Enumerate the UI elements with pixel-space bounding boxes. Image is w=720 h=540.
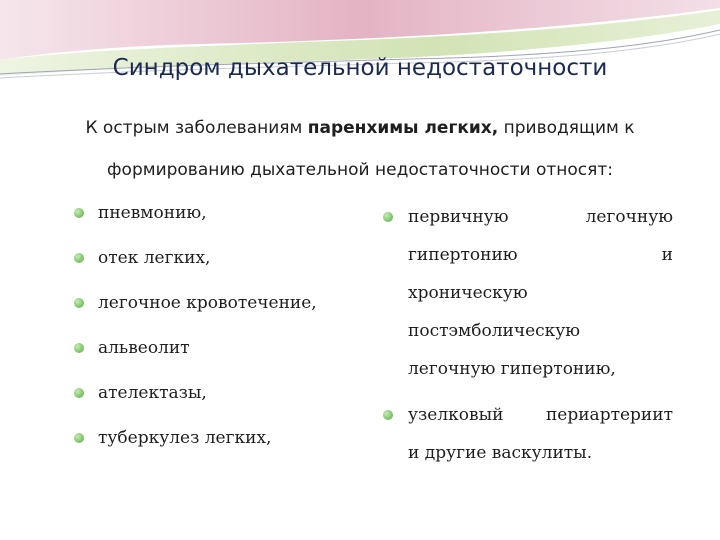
bullet-icon <box>383 410 393 420</box>
list-item-text: легочную <box>585 207 673 227</box>
bullet-icon <box>74 433 84 443</box>
list-item-text: легочное кровотечение, <box>98 293 317 313</box>
bullet-icon <box>74 343 84 353</box>
list-item <box>74 378 374 423</box>
list-item-text: гипертонию <box>408 245 518 265</box>
list-item-text: и другие васкулиты. <box>408 443 593 463</box>
list-item-text: узелковый <box>408 405 504 425</box>
bullet-icon <box>74 253 84 263</box>
list-item-text: легочную гипертонию, <box>408 359 616 379</box>
list-item <box>383 396 673 472</box>
bullet-icon <box>74 388 84 398</box>
list-item-text: периартериит <box>545 405 673 425</box>
list-item <box>74 288 374 333</box>
list-item-text: альвеолит <box>98 338 190 358</box>
bullet-icon <box>383 212 393 222</box>
list-item <box>74 243 374 288</box>
right-disease-list <box>383 198 673 472</box>
slide-title: Синдром дыхательной недостаточности <box>112 55 608 81</box>
list-item-text: хроническую <box>408 283 528 303</box>
list-item-text: и <box>661 245 673 265</box>
list-item-line <box>408 198 673 236</box>
left-disease-list <box>74 198 374 468</box>
list-item-text: ателектазы, <box>98 383 207 403</box>
list-item-line <box>408 236 673 274</box>
list-item-text: отек легких, <box>98 248 211 268</box>
intro-text-end: приводящим к формированию дыхательной недостаточности относят: <box>107 118 635 180</box>
list-item <box>383 198 673 388</box>
bullet-icon <box>74 298 84 308</box>
intro-paragraph <box>40 107 680 191</box>
bullet-icon <box>74 208 84 218</box>
list-item-text: туберкулез легких, <box>98 428 272 448</box>
list-item-text: первичную <box>408 207 509 227</box>
list-item-text: пневмонию, <box>98 203 207 223</box>
intro-text-start: К острым заболеваниям <box>85 118 308 138</box>
list-item <box>74 333 374 378</box>
list-item <box>74 198 374 243</box>
list-item <box>74 423 374 468</box>
intro-text-bold: паренхимы легких, <box>307 118 499 138</box>
list-item-line <box>408 396 673 434</box>
list-item-text: постэмболическую <box>408 321 581 341</box>
